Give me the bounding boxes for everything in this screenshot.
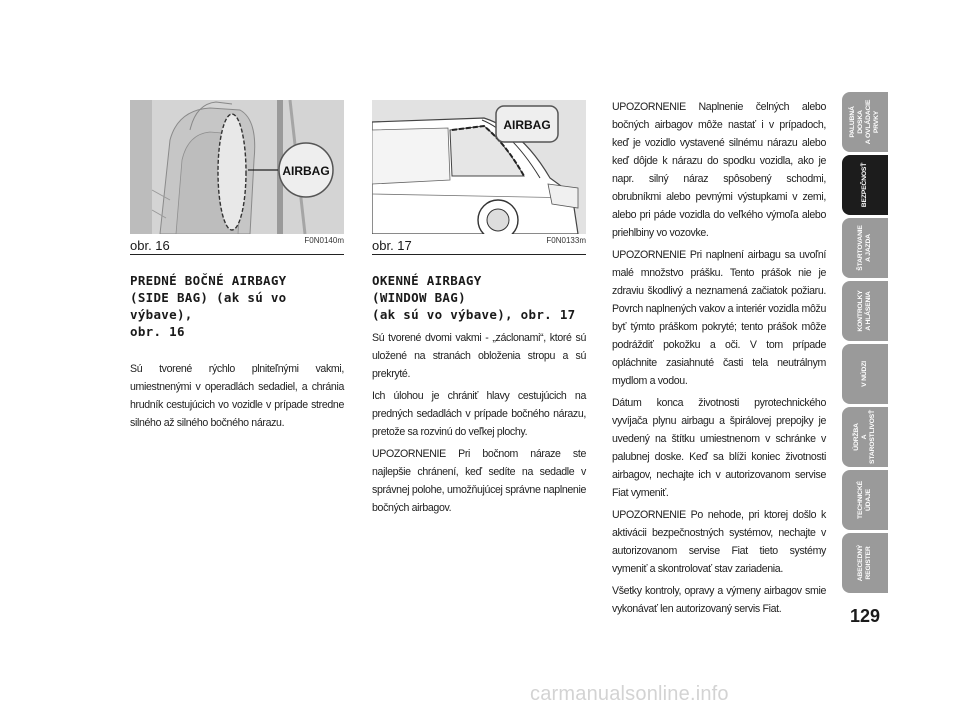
section-heading-side-bag: PREDNÉ BOČNÉ AIRBAGY (SIDE BAG) (ak sú vo výbave), obr. 16: [130, 273, 287, 339]
tab-v-nudzi[interactable]: V NÚDZI: [842, 344, 888, 404]
tab-technicke-udaje[interactable]: TECHNICKÉ ÚDAJE: [842, 470, 888, 530]
tab-bezpecnost[interactable]: BEZPEČNOSŤ: [842, 155, 888, 215]
col2-body: Sú tvorené dvomi vakmi - „záclonami“, ktoré sú uložené na stranách obloženia stropu a sú prekryté. Ich úlohou je chrániť hlavy cestujúcich na predných sedadlách v prípade bočného nárazu, pretože sa rozvinú do veľkej plochy. UPOZORNENIE Pri bočnom náraze ste najlepšie chránení, keď sedíte na sedadle v správnej polohe, umožňujúcej správne naplnenie bočných airbagov.: [372, 332, 586, 514]
figure-17-caption: obr. 17: [372, 238, 412, 253]
figure-16-rule: [130, 254, 344, 255]
column-1: [130, 272, 344, 436]
chapter-tabs: [842, 92, 888, 596]
figure-16-image: [130, 100, 344, 234]
watermark: carmanualsonline.info: [530, 683, 729, 705]
col1-body: Sú tvorené rýchlo plniteľnými vakmi, umiestnenými v operadlách sedadiel, a chránia hrudník cestujúcich vo vozidle v prípade stredne silného až silného bočného nárazu.: [130, 363, 344, 429]
figure-17-code: F0N0133m: [546, 236, 586, 245]
figure-17-image: [372, 100, 586, 234]
page-number: 129: [849, 606, 881, 626]
tab-abecedny-register[interactable]: ABECEDNÝ REGISTER: [842, 533, 888, 593]
tab-kontrolky[interactable]: KONTROLKY A HLÁSENIA: [842, 281, 888, 341]
airbag-label-17: AIRBAG: [503, 118, 551, 132]
tab-palubna-doska[interactable]: PALUBNÁ DOSKA A OVLÁDACIE PRVKY: [842, 92, 888, 152]
column-3: [612, 98, 826, 622]
tab-udrzba[interactable]: ÚDRŽBA A STAROSTLIVOSŤ: [842, 407, 888, 467]
figure-17-rule: [372, 254, 586, 255]
seat-airbag-illustration: [130, 100, 344, 234]
col3-body: UPOZORNENIE Naplnenie čelných alebo bočných airbagov môže nastať i v prípadoch, keď je vozidlo vystavené silnému nárazu alebo keď dôjde k nárazu do spodku vozidla, ako je napr. silný náraz spôsobený schodmi, obrubníkmi alebo pevnými výstupkami v zemi, alebo pri páde vozidla do veľkého výmoľa alebo priehlbiny vo vozovke. UPOZORNENIE Pri naplnení airbagu sa uvoľní malé množstvo prášku. Tento prášok nie je zdraviu škodlivý a neznamená začiatok požiaru. Povrch naplnených vakov a interiér vozidla môžu byť týmto práškom pokryté; tento prášok môže podráždiť pokožku a oči. V tom prípade opláchnite zasiahnuté časti tela neutrálnym mydlom a vodou. Dátum konca životnosti pyrotechnického vyvíjača plynu airbagu a špirálovej prepojky je uvedený na štítku umiestnenom v schránke v palubnej doske. Keď sa blíži koniec životnosti airbagov, nechajte ich v autorizovanom servise Fiat vymeniť. UPOZORNENIE Po nehode, pri ktorej došlo k aktivácii bezpečnostných systémov, nechajte v autorizovanom servise Fiat tieto systémy vymeniť a skontrolovať stav zariadenia. Všetky kontroly, opravy a výmeny airbagov smie vykonávať len autorizovaný servis Fiat.: [612, 101, 826, 615]
airbag-label-16: AIRBAG: [282, 164, 330, 178]
tab-startovanie[interactable]: ŠTARTOVANIE A JAZDA: [842, 218, 888, 278]
van-window-airbag-illustration: [372, 100, 586, 234]
figure-16-code: F0N0140m: [304, 236, 344, 245]
figure-16-caption: obr. 16: [130, 238, 170, 253]
section-heading-window-bag: OKENNÉ AIRBAGY (WINDOW BAG) (ak sú vo výbave), obr. 17: [372, 273, 576, 322]
column-2: [372, 272, 586, 521]
